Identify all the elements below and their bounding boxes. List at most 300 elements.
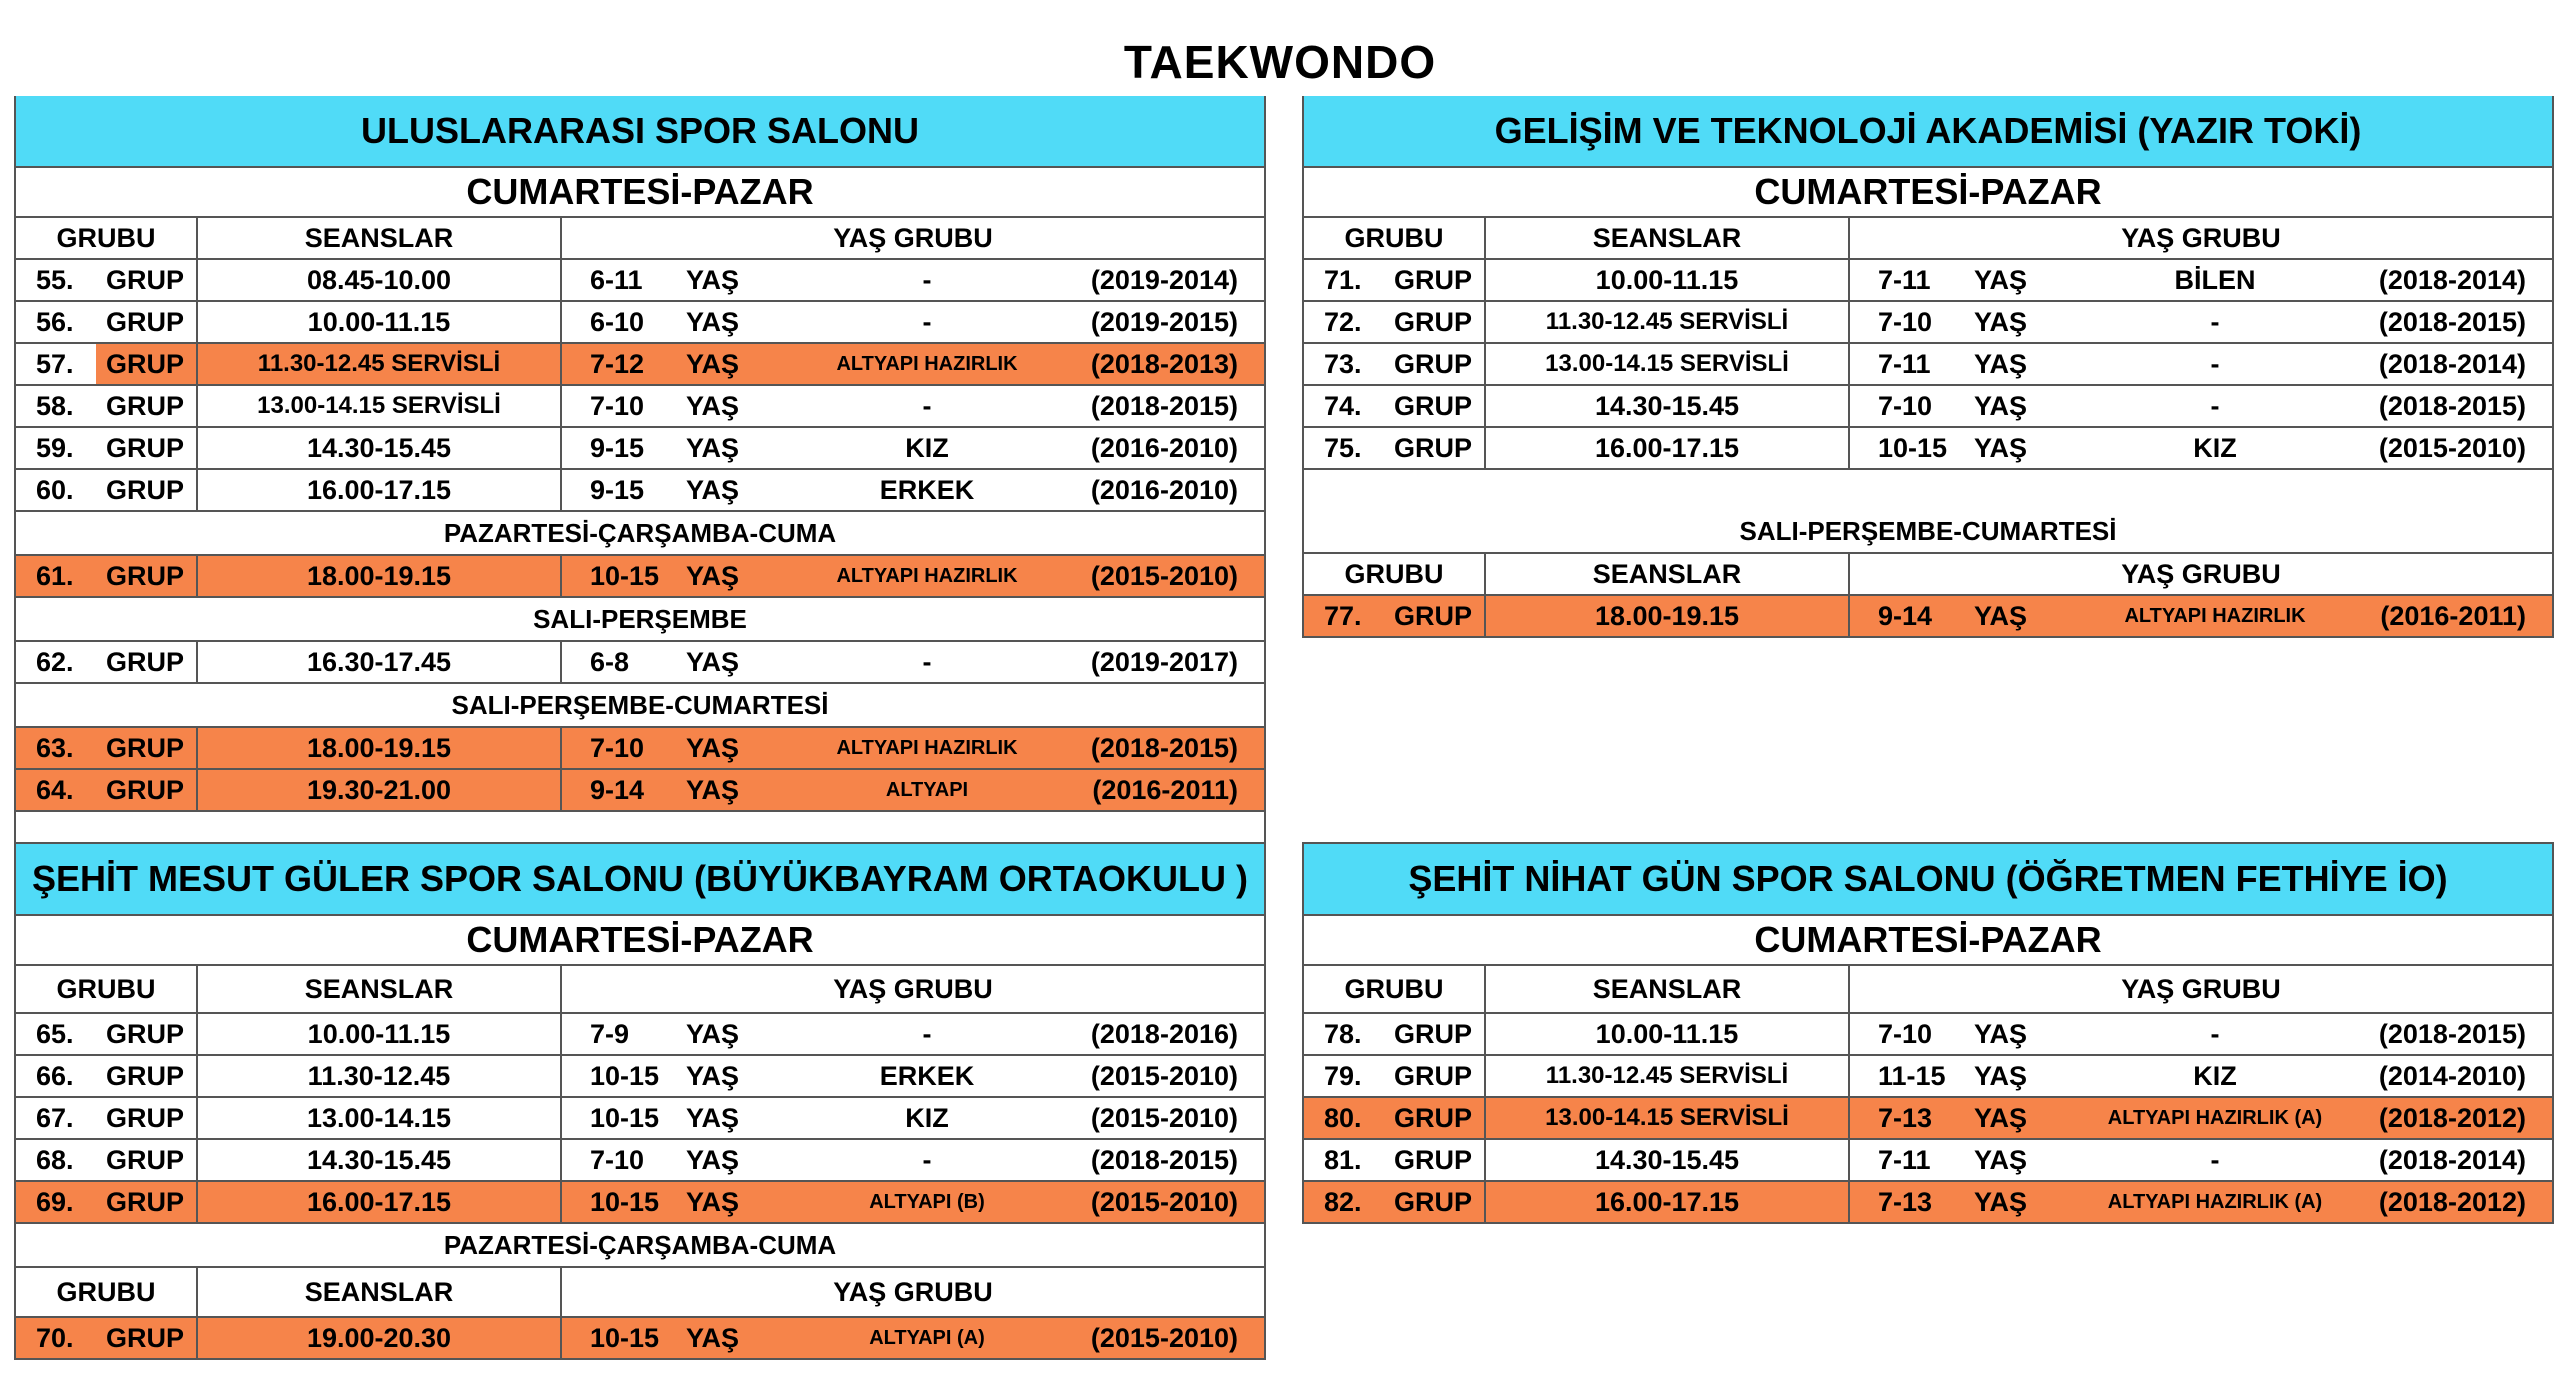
session-cell: 11.30-12.45 SERVİSLİ: [198, 344, 562, 384]
age-label: YAŞ: [686, 561, 740, 591]
session-cell: 14.30-15.45: [198, 428, 562, 468]
age-range: 7-10: [590, 391, 645, 421]
group-cell: [16, 728, 198, 768]
session-cell: 19.30-21.00: [198, 770, 562, 810]
birth-years: (2015-2010): [2378, 433, 2526, 463]
group-label: GRUP: [1394, 1103, 1473, 1133]
age-label: YAŞ: [686, 307, 740, 337]
group-cell: [1304, 1056, 1486, 1096]
group-cell: [16, 1056, 198, 1096]
birth-years: (2015-2010): [1090, 1103, 1238, 1133]
group-note: ALTYAPI: [885, 779, 969, 801]
group-label: GRUP: [106, 475, 185, 505]
group-cell: [16, 1014, 198, 1054]
group-number: 68.: [36, 1145, 74, 1175]
table-row: [1304, 302, 2552, 344]
age-range: 10-15: [590, 1061, 660, 1091]
table-header: [1304, 554, 2552, 596]
group-note: ALTYAPI HAZIRLIK: [836, 353, 1018, 375]
age-group-cell: [1850, 1098, 2552, 1138]
group-note: -: [922, 307, 932, 337]
group-note: KIZ: [905, 433, 949, 463]
table-row: [1304, 260, 2552, 302]
birth-years: (2014-2010): [2378, 1061, 2526, 1091]
session-cell: 14.30-15.45: [198, 1140, 562, 1180]
group-note: ALTYAPI HAZIRLIK: [836, 565, 1018, 587]
age-range: 7-13: [1878, 1187, 1933, 1217]
group-note: ERKEK: [879, 1061, 975, 1091]
group-number: 80.: [1324, 1103, 1362, 1133]
header-group: GRUBU: [1304, 554, 1486, 594]
group-label: GRUP: [106, 1145, 185, 1175]
birth-years: (2019-2015): [1090, 307, 1238, 337]
age-range: 7-10: [1878, 1019, 1933, 1049]
age-group-cell: [562, 386, 1264, 426]
age-range: 7-13: [1878, 1103, 1933, 1133]
age-group-cell: [562, 1318, 1264, 1358]
age-group-cell: [1850, 1014, 2552, 1054]
header-group: GRUBU: [16, 218, 198, 258]
age-label: YAŞ: [1974, 1061, 2028, 1091]
table-row: [16, 386, 1264, 428]
birth-years: (2018-2015): [2378, 307, 2526, 337]
group-cell: [16, 344, 198, 384]
group-number: 59.: [36, 433, 74, 463]
header-group: GRUBU: [16, 966, 198, 1012]
group-number: 78.: [1324, 1019, 1362, 1049]
birth-years: (2018-2016): [1090, 1019, 1238, 1049]
session-cell: 10.00-11.15: [198, 1014, 562, 1054]
group-number: 66.: [36, 1061, 74, 1091]
age-group-cell: [1850, 428, 2552, 468]
group-number: 55.: [36, 265, 74, 295]
age-group-cell: [562, 1182, 1264, 1222]
age-label: YAŞ: [686, 775, 740, 805]
group-cell: [16, 386, 198, 426]
session-cell: 16.00-17.15: [1486, 428, 1850, 468]
age-range: 9-15: [590, 475, 645, 505]
panel-uluslararasi-spor-salonu: [14, 96, 1266, 850]
birth-years: (2018-2014): [2378, 265, 2526, 295]
group-note: ALTYAPI (B): [869, 1191, 985, 1213]
session-cell: 16.00-17.15: [198, 470, 562, 510]
day-subheading: SALI-PERŞEMBE-CUMARTESİ: [16, 684, 1264, 728]
group-note: KIZ: [2193, 433, 2237, 463]
age-label: YAŞ: [686, 1061, 740, 1091]
table-row: [16, 642, 1264, 684]
group-note: ALTYAPI HAZIRLIK: [2124, 605, 2306, 627]
group-cell: [1304, 344, 1486, 384]
group-label: GRUP: [106, 433, 185, 463]
group-cell: [16, 428, 198, 468]
group-label: GRUP: [106, 561, 185, 591]
group-label: GRUP: [106, 391, 185, 421]
age-group-cell: [1850, 1056, 2552, 1096]
age-group-cell: [562, 1098, 1264, 1138]
age-group-cell: [562, 344, 1264, 384]
group-note: ALTYAPI HAZIRLIK (A): [2107, 1107, 2323, 1129]
group-label: GRUP: [106, 265, 185, 295]
group-number: 72.: [1324, 307, 1362, 337]
age-group-cell: [1850, 302, 2552, 342]
group-note: -: [2210, 391, 2220, 421]
birth-years: (2019-2017): [1090, 647, 1238, 677]
table-header: [16, 218, 1264, 260]
session-cell: 16.30-17.45: [198, 642, 562, 682]
table-row: [16, 770, 1264, 812]
age-label: YAŞ: [686, 1145, 740, 1175]
group-cell: [1304, 596, 1486, 636]
session-cell: 16.00-17.15: [1486, 1182, 1850, 1222]
age-label: YAŞ: [686, 1019, 740, 1049]
age-range: 7-11: [1878, 349, 1931, 379]
age-range: 7-9: [590, 1019, 630, 1049]
table-row: [1304, 1098, 2552, 1140]
age-range: 10-15: [590, 1103, 660, 1133]
age-label: YAŞ: [686, 475, 740, 505]
group-note: ERKEK: [879, 475, 975, 505]
session-cell: 18.00-19.15: [198, 556, 562, 596]
group-note: -: [922, 647, 932, 677]
group-number: 73.: [1324, 349, 1362, 379]
age-range: 7-10: [590, 1145, 645, 1175]
session-cell: 19.00-20.30: [198, 1318, 562, 1358]
group-label: GRUP: [1394, 1019, 1473, 1049]
table-row: [16, 260, 1264, 302]
age-group-cell: [562, 470, 1264, 510]
age-group-cell: [1850, 1140, 2552, 1180]
table-row: [16, 1098, 1264, 1140]
blank-row: [1304, 470, 2552, 510]
day-heading: CUMARTESİ-PAZAR: [1304, 168, 2552, 218]
age-group-cell: [562, 556, 1264, 596]
birth-years: (2018-2012): [2378, 1103, 2526, 1133]
age-label: YAŞ: [686, 433, 740, 463]
group-label: GRUP: [106, 349, 185, 379]
age-group-cell: [562, 260, 1264, 300]
group-note: -: [922, 265, 932, 295]
age-group-cell: [1850, 1182, 2552, 1222]
birth-years: (2015-2010): [1090, 1323, 1238, 1353]
day-heading: CUMARTESİ-PAZAR: [1304, 916, 2552, 966]
panel-gelisim-teknoloji-akademisi: [1302, 96, 2554, 638]
day-subheading: PAZARTESİ-ÇARŞAMBA-CUMA: [16, 512, 1264, 556]
header-age-group: YAŞ GRUBU: [2121, 974, 2281, 1004]
birth-years: (2016-2011): [1092, 775, 1238, 805]
group-cell: [1304, 1014, 1486, 1054]
birth-years: (2018-2015): [1090, 391, 1238, 421]
age-group-cell: [562, 1056, 1264, 1096]
table-header: [1304, 218, 2552, 260]
group-number: 57.: [36, 349, 74, 379]
session-cell: 18.00-19.15: [1486, 596, 1850, 636]
group-label: GRUP: [1394, 265, 1473, 295]
session-cell: 13.00-14.15 SERVİSLİ: [1486, 1098, 1850, 1138]
header-sessions: SEANSLAR: [198, 1268, 562, 1316]
table-row: [1304, 386, 2552, 428]
group-label: GRUP: [1394, 349, 1473, 379]
header-sessions: SEANSLAR: [1486, 966, 1850, 1012]
header-sessions: SEANSLAR: [1486, 554, 1850, 594]
panel-sehit-nihat-gun: [1302, 842, 2554, 1224]
age-range: 7-11: [1878, 1145, 1931, 1175]
age-label: YAŞ: [1974, 433, 2028, 463]
group-label: GRUP: [106, 1187, 185, 1217]
group-number: 77.: [1324, 601, 1362, 631]
group-note: -: [922, 391, 932, 421]
group-cell: [1304, 260, 1486, 300]
age-range: 9-14: [590, 775, 645, 805]
birth-years: (2018-2015): [1090, 733, 1238, 763]
table-row: [16, 344, 1264, 386]
group-label: GRUP: [106, 1019, 185, 1049]
session-cell: 11.30-12.45 SERVİSLİ: [1486, 1056, 1850, 1096]
age-range: 7-12: [590, 349, 645, 379]
session-cell: 11.30-12.45: [198, 1056, 562, 1096]
day-subheading: SALI-PERŞEMBE: [16, 598, 1264, 642]
age-group-cell: [562, 770, 1264, 810]
group-number: 69.: [36, 1187, 74, 1217]
header-age-group: YAŞ GRUBU: [2121, 559, 2281, 589]
age-group-cell: [562, 302, 1264, 342]
table-header: [16, 966, 1264, 1014]
table-row: [16, 302, 1264, 344]
group-number: 65.: [36, 1019, 74, 1049]
age-label: YAŞ: [686, 349, 740, 379]
group-label: GRUP: [106, 1323, 185, 1353]
table-row: [16, 1182, 1264, 1224]
header-age-group: YAŞ GRUBU: [833, 1277, 993, 1307]
age-range: 10-15: [590, 1187, 660, 1217]
age-group-cell: [1850, 344, 2552, 384]
header-group: GRUBU: [1304, 218, 1486, 258]
group-number: 63.: [36, 733, 74, 763]
age-range: 10-15: [590, 1323, 660, 1353]
age-label: YAŞ: [1974, 265, 2028, 295]
group-label: GRUP: [106, 307, 185, 337]
group-number: 64.: [36, 775, 74, 805]
group-label: GRUP: [1394, 1061, 1473, 1091]
age-range: 7-10: [590, 733, 645, 763]
table-row: [16, 1056, 1264, 1098]
table-row: [16, 428, 1264, 470]
group-number: 70.: [36, 1323, 74, 1353]
age-group-cell: [562, 428, 1264, 468]
session-cell: 10.00-11.15: [198, 302, 562, 342]
age-range: 10-15: [590, 561, 660, 591]
group-number: 60.: [36, 475, 74, 505]
birth-years: (2015-2010): [1090, 1187, 1238, 1217]
birth-years: (2016-2011): [2380, 601, 2526, 631]
group-number: 75.: [1324, 433, 1362, 463]
age-label: YAŞ: [686, 1187, 740, 1217]
group-number: 62.: [36, 647, 74, 677]
age-label: YAŞ: [1974, 1103, 2028, 1133]
birth-years: (2016-2010): [1090, 475, 1238, 505]
group-label: GRUP: [1394, 601, 1473, 631]
group-note: -: [2210, 1019, 2220, 1049]
group-label: GRUP: [106, 1061, 185, 1091]
age-range: 6-10: [590, 307, 645, 337]
group-cell: [16, 642, 198, 682]
age-group-cell: [1850, 386, 2552, 426]
group-label: GRUP: [1394, 1145, 1473, 1175]
group-label: GRUP: [106, 647, 185, 677]
group-label: GRUP: [1394, 307, 1473, 337]
birth-years: (2018-2014): [2378, 349, 2526, 379]
age-label: YAŞ: [1974, 307, 2028, 337]
table-row: [1304, 344, 2552, 386]
group-cell: [1304, 1182, 1486, 1222]
group-cell: [1304, 1140, 1486, 1180]
group-cell: [16, 556, 198, 596]
birth-years: (2018-2015): [2378, 1019, 2526, 1049]
header-group: GRUBU: [1304, 966, 1486, 1012]
age-group-cell: [562, 1014, 1264, 1054]
age-label: YAŞ: [1974, 391, 2028, 421]
group-number: 56.: [36, 307, 74, 337]
age-group-cell: [562, 642, 1264, 682]
age-group-cell: [562, 728, 1264, 768]
header-age-group: YAŞ GRUBU: [2121, 223, 2281, 253]
age-range: 11-15: [1878, 1061, 1946, 1091]
group-note: ALTYAPI HAZIRLIK: [836, 737, 1018, 759]
birth-years: (2015-2010): [1090, 1061, 1238, 1091]
group-label: GRUP: [1394, 433, 1473, 463]
birth-years: (2019-2014): [1090, 265, 1238, 295]
group-note: -: [922, 1145, 932, 1175]
age-label: YAŞ: [1974, 349, 2028, 379]
venue-title: ŞEHİT MESUT GÜLER SPOR SALONU (BÜYÜKBAYRAM ORTAOKULU ): [16, 842, 1264, 916]
age-label: YAŞ: [686, 1103, 740, 1133]
group-cell: [16, 770, 198, 810]
group-number: 58.: [36, 391, 74, 421]
group-cell: [1304, 1098, 1486, 1138]
venue-title: ŞEHİT NİHAT GÜN SPOR SALONU (ÖĞRETMEN FETHİYE İO): [1304, 842, 2552, 916]
group-note: ALTYAPI HAZIRLIK (A): [2107, 1191, 2323, 1213]
group-cell: [16, 470, 198, 510]
group-number: 71.: [1324, 265, 1362, 295]
group-number: 61.: [36, 561, 74, 591]
group-label: GRUP: [106, 1103, 185, 1133]
group-cell: [16, 1182, 198, 1222]
group-note: KIZ: [905, 1103, 949, 1133]
age-group-cell: [562, 1140, 1264, 1180]
birth-years: (2018-2015): [2378, 391, 2526, 421]
session-cell: 08.45-10.00: [198, 260, 562, 300]
table-row: [16, 728, 1264, 770]
group-note: -: [922, 1019, 932, 1049]
group-note: -: [2210, 307, 2220, 337]
group-number: 67.: [36, 1103, 74, 1133]
group-cell: [16, 260, 198, 300]
age-range: 7-10: [1878, 391, 1933, 421]
age-label: YAŞ: [686, 1323, 740, 1353]
group-cell: [1304, 302, 1486, 342]
age-range: 7-11: [1878, 265, 1931, 295]
table-row: [16, 1014, 1264, 1056]
table-row: [16, 1318, 1264, 1360]
age-label: YAŞ: [686, 647, 740, 677]
session-cell: 16.00-17.15: [198, 1182, 562, 1222]
group-number: 81.: [1324, 1145, 1362, 1175]
session-cell: 13.00-14.15: [198, 1098, 562, 1138]
session-cell: 10.00-11.15: [1486, 1014, 1850, 1054]
group-note: BİLEN: [2174, 265, 2256, 295]
table-row: [1304, 1056, 2552, 1098]
table-row: [16, 1140, 1264, 1182]
group-label: GRUP: [1394, 1187, 1473, 1217]
table-header: [16, 1268, 1264, 1318]
header-age-group: YAŞ GRUBU: [833, 974, 993, 1004]
group-number: 79.: [1324, 1061, 1362, 1091]
age-range: 6-11: [590, 265, 643, 295]
day-heading: CUMARTESİ-PAZAR: [16, 916, 1264, 966]
group-note: -: [2210, 349, 2220, 379]
birth-years: (2018-2013): [1090, 349, 1238, 379]
age-label: YAŞ: [1974, 1019, 2028, 1049]
page-title: TAEKWONDO: [1123, 36, 1437, 88]
age-range: 9-14: [1878, 601, 1933, 631]
table-row: [1304, 596, 2552, 638]
group-cell: [16, 1140, 198, 1180]
day-subheading: PAZARTESİ-ÇARŞAMBA-CUMA: [16, 1224, 1264, 1268]
venue-title: GELİŞİM VE TEKNOLOJİ AKADEMİSİ (YAZIR TOKİ): [1304, 96, 2552, 168]
header-sessions: SEANSLAR: [198, 966, 562, 1012]
header-group: GRUBU: [16, 1268, 198, 1316]
age-label: YAŞ: [686, 733, 740, 763]
table-row: [16, 470, 1264, 512]
table-row: [1304, 1014, 2552, 1056]
age-label: YAŞ: [686, 391, 740, 421]
birth-years: (2016-2010): [1090, 433, 1238, 463]
group-note: -: [2210, 1145, 2220, 1175]
group-number: 82.: [1324, 1187, 1362, 1217]
group-label: GRUP: [106, 733, 185, 763]
age-label: YAŞ: [1974, 1187, 2028, 1217]
session-cell: 18.00-19.15: [198, 728, 562, 768]
group-cell: [16, 302, 198, 342]
table-row: [1304, 1182, 2552, 1224]
age-label: YAŞ: [1974, 601, 2028, 631]
day-heading: CUMARTESİ-PAZAR: [16, 168, 1264, 218]
session-cell: 14.30-15.45: [1486, 386, 1850, 426]
header-sessions: SEANSLAR: [1486, 218, 1850, 258]
age-group-cell: [1850, 260, 2552, 300]
day-subheading: SALI-PERŞEMBE-CUMARTESİ: [1304, 510, 2552, 554]
group-cell: [1304, 428, 1486, 468]
age-group-cell: [1850, 596, 2552, 636]
age-label: YAŞ: [686, 265, 740, 295]
group-cell: [16, 1098, 198, 1138]
age-range: 10-15: [1878, 433, 1948, 463]
age-range: 9-15: [590, 433, 645, 463]
group-label: GRUP: [1394, 391, 1473, 421]
birth-years: (2018-2015): [1090, 1145, 1238, 1175]
table-header: [1304, 966, 2552, 1014]
session-cell: 10.00-11.15: [1486, 260, 1850, 300]
group-cell: [16, 1318, 198, 1358]
age-range: 6-8: [590, 647, 630, 677]
group-note: KIZ: [2193, 1061, 2237, 1091]
session-cell: 13.00-14.15 SERVİSLİ: [198, 386, 562, 426]
header-sessions: SEANSLAR: [198, 218, 562, 258]
session-cell: 11.30-12.45 SERVİSLİ: [1486, 302, 1850, 342]
group-note: ALTYAPI (A): [869, 1327, 985, 1349]
panel-sehit-mesut-guler: [14, 842, 1266, 1360]
birth-years: (2018-2012): [2378, 1187, 2526, 1217]
session-cell: 13.00-14.15 SERVİSLİ: [1486, 344, 1850, 384]
